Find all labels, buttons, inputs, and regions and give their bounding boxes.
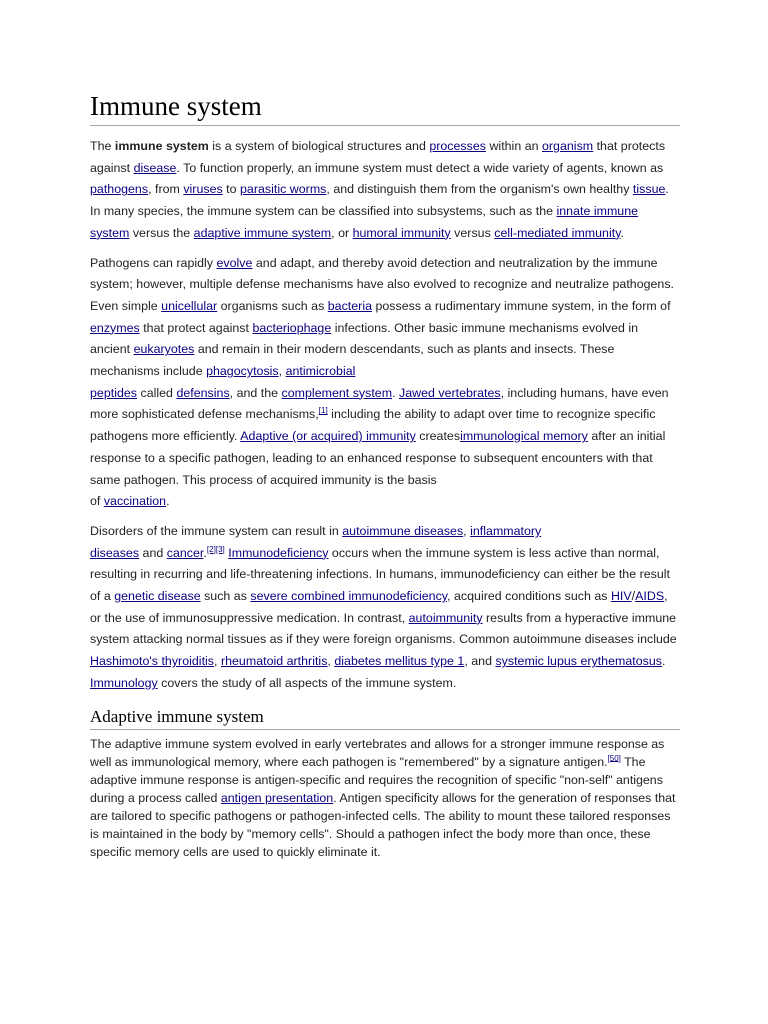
link-enzymes[interactable]: enzymes bbox=[90, 320, 140, 335]
link-immunodeficiency[interactable]: Immunodeficiency bbox=[228, 545, 329, 560]
text-run: . bbox=[392, 385, 399, 400]
text-run: that protect against bbox=[139, 320, 253, 335]
link-aids[interactable]: AIDS bbox=[635, 589, 665, 604]
intro-paragraph-2 bbox=[90, 253, 680, 513]
link-immunological-memory[interactable]: immunological memory bbox=[460, 429, 588, 444]
link-immunology[interactable]: Immunology bbox=[90, 675, 158, 690]
text-run: The adaptive immune response is antigen-specific and requires the recognition of specific "non-self" antigens during a process called bbox=[90, 754, 663, 805]
text-run: Pathogens can rapidly bbox=[90, 255, 217, 270]
link-processes[interactable]: processes bbox=[429, 139, 486, 153]
citation-ref[interactable] bbox=[608, 753, 621, 762]
text-run: . bbox=[661, 654, 666, 669]
text-run: and adapt, and thereby avoid detection and neutralization by the immune system; however, multiple defense mechanisms have also evolved to recognize and neutralize pathogens. Even simple bbox=[90, 255, 675, 313]
link-eukaryotes[interactable]: eukaryotes bbox=[133, 342, 195, 357]
text-run: to bbox=[222, 182, 241, 197]
text-run: that protects against bbox=[90, 139, 666, 175]
link-organism[interactable]: organism bbox=[542, 139, 594, 153]
text-run: , including humans, have even more sophisticated defense mechanisms, bbox=[90, 385, 669, 422]
citation-ref[interactable] bbox=[216, 545, 225, 554]
link-adaptive-or-acquired-immunity[interactable]: Adaptive (or acquired) immunity bbox=[240, 429, 416, 444]
citation-ref[interactable] bbox=[319, 406, 328, 415]
link-peptides[interactable]: peptides bbox=[90, 385, 138, 400]
link-tissue[interactable]: tissue bbox=[632, 182, 666, 197]
text-run: The adaptive immune system evolved in early vertebrates and allows for a stronger immune response as well as immunological memory, where each pathogen is "remembered" by a signature antigen. bbox=[90, 736, 665, 769]
link-systemic-lupus-erythematosus[interactable]: systemic lupus erythematosus bbox=[495, 654, 662, 669]
text-run: of bbox=[90, 494, 104, 509]
bold-term: immune system bbox=[114, 139, 209, 153]
citation-link[interactable]: [1] bbox=[318, 406, 328, 416]
link-severe-combined-immunodeficiency[interactable]: severe combined immunodeficiency bbox=[250, 589, 448, 604]
link-adaptive-immune-system[interactable]: adaptive immune system bbox=[193, 225, 332, 240]
link-hiv[interactable]: HIV bbox=[610, 589, 632, 604]
text-run: versus bbox=[450, 225, 495, 240]
text-run: infections. Other basic immune mechanisms evolved in ancient bbox=[90, 320, 639, 357]
article-content bbox=[90, 88, 680, 861]
link-inflammatory[interactable]: inflammatory bbox=[470, 523, 542, 538]
text-run: , or the use of immunosuppressive medication. In contrast, bbox=[90, 589, 668, 625]
text-run: and remain in their modern descendants, such as plants and insects. These mechanisms include bbox=[90, 342, 615, 379]
text-run: after an initial response to a specific pathogen, leading to an enhanced response to subsequent encounters with that same pathogen. This process of acquired immunity is the basis bbox=[90, 429, 666, 487]
link-bacteria[interactable]: bacteria bbox=[327, 298, 373, 313]
text-run: results from a hyperactive immune system attacking normal tissues as if they were foreign organisms. Common autoimmune diseases include bbox=[90, 610, 677, 647]
link-parasitic-worms[interactable]: parasitic worms bbox=[240, 182, 327, 197]
text-run: , and distinguish them from the organism's own healthy bbox=[326, 182, 633, 197]
link-bacteriophage[interactable]: bacteriophage bbox=[252, 320, 332, 335]
text-run: such as bbox=[200, 589, 251, 604]
intro-paragraph-1 bbox=[90, 136, 680, 245]
text-run: , or bbox=[331, 225, 353, 240]
text-run: , bbox=[278, 364, 286, 379]
text-run: occurs when the immune system is less active than normal, resulting in recurring and life-threatening infections. In humans, immunodeficiency can either be the result of a bbox=[90, 545, 671, 604]
link-vaccination[interactable]: vaccination bbox=[103, 494, 167, 509]
link-genetic-disease[interactable]: genetic disease bbox=[114, 589, 201, 604]
link-cell-mediated-immunity[interactable]: cell-mediated immunity bbox=[494, 225, 621, 240]
link-jawed-vertebrates[interactable]: Jawed vertebrates bbox=[399, 385, 501, 400]
link-defensins[interactable]: defensins bbox=[176, 385, 230, 400]
text-run: . bbox=[620, 225, 624, 240]
link-diabetes-mellitus-type-1[interactable]: diabetes mellitus type 1 bbox=[334, 654, 465, 669]
text-run: Disorders of the immune system can result in bbox=[90, 523, 343, 538]
text-run: is a system of biological structures and bbox=[208, 139, 430, 153]
page-title: Immune system bbox=[90, 88, 680, 126]
text-run: / bbox=[631, 589, 636, 604]
text-run: , from bbox=[148, 182, 184, 197]
link-autoimmunity[interactable]: autoimmunity bbox=[408, 610, 483, 625]
text-run: , and the bbox=[229, 385, 282, 400]
link-antigen-presentation[interactable]: antigen presentation bbox=[220, 790, 334, 805]
text-run: called bbox=[137, 385, 177, 400]
text-run: and bbox=[139, 545, 167, 560]
text-run: , acquired conditions such as bbox=[447, 589, 611, 604]
link-autoimmune-diseases[interactable]: autoimmune diseases bbox=[342, 523, 464, 538]
text-run: covers the study of all aspects of the immune system. bbox=[157, 675, 457, 690]
text-run: including the ability to adapt over time to recognize specific pathogens more efficiently. bbox=[90, 407, 656, 444]
link-rheumatoid-arthritis[interactable]: rheumatoid arthritis bbox=[220, 654, 328, 669]
text-run: . Antigen specificity allows for the generation of responses that are tailored to specific pathogens or pathogen-infected cells. The ability to mount these tailored responses is maintained in the body by "memory cells". Should a pathogen infect the body more than once, these specific memory cells are used to quickly eliminate it. bbox=[90, 790, 676, 859]
link-viruses[interactable]: viruses bbox=[183, 182, 223, 197]
adaptive-paragraph bbox=[90, 735, 680, 861]
section-heading-adaptive: Adaptive immune system bbox=[90, 705, 680, 730]
text-run: . In many species, the immune system can be classified into subsystems, such as the bbox=[90, 182, 669, 219]
link-disease[interactable]: disease bbox=[133, 160, 177, 175]
citation-link[interactable]: [2] bbox=[206, 544, 216, 554]
citation-ref[interactable] bbox=[207, 545, 216, 554]
text-run: , bbox=[463, 523, 471, 538]
text-run: , and bbox=[464, 654, 496, 669]
text-run: creates bbox=[415, 429, 461, 444]
link-cancer[interactable]: cancer bbox=[166, 545, 204, 560]
text-run: within an bbox=[485, 139, 542, 153]
citation-link[interactable]: [50] bbox=[607, 753, 621, 763]
link-humoral-immunity[interactable]: humoral immunity bbox=[352, 225, 451, 240]
text-run: . To function properly, an immune system must detect a wide variety of agents, known as bbox=[176, 160, 664, 175]
link-unicellular[interactable]: unicellular bbox=[161, 298, 218, 313]
link-evolve[interactable]: evolve bbox=[216, 255, 253, 270]
text-run: possess a rudimentary immune system, in the form of bbox=[372, 298, 671, 313]
link-hashimoto-s-thyroiditis[interactable]: Hashimoto's thyroiditis bbox=[90, 654, 215, 669]
link-phagocytosis[interactable]: phagocytosis bbox=[206, 364, 279, 379]
intro-paragraph-3 bbox=[90, 521, 680, 695]
link-complement-system[interactable]: complement system bbox=[281, 385, 393, 400]
text-run: organisms such as bbox=[217, 298, 328, 313]
link-pathogens[interactable]: pathogens bbox=[90, 182, 149, 197]
text-run: versus the bbox=[129, 225, 194, 240]
text-run: , bbox=[214, 654, 221, 669]
text-run: . bbox=[203, 545, 207, 560]
link-diseases[interactable]: diseases bbox=[90, 545, 140, 560]
text-run: , bbox=[327, 654, 335, 669]
link-innate-immune-system[interactable]: innate immune system bbox=[90, 204, 639, 240]
citation-link[interactable]: [3] bbox=[215, 544, 225, 554]
link-antimicrobial[interactable]: antimicrobial bbox=[285, 364, 356, 379]
text-run: The bbox=[90, 139, 115, 153]
text-run: . bbox=[166, 494, 170, 509]
